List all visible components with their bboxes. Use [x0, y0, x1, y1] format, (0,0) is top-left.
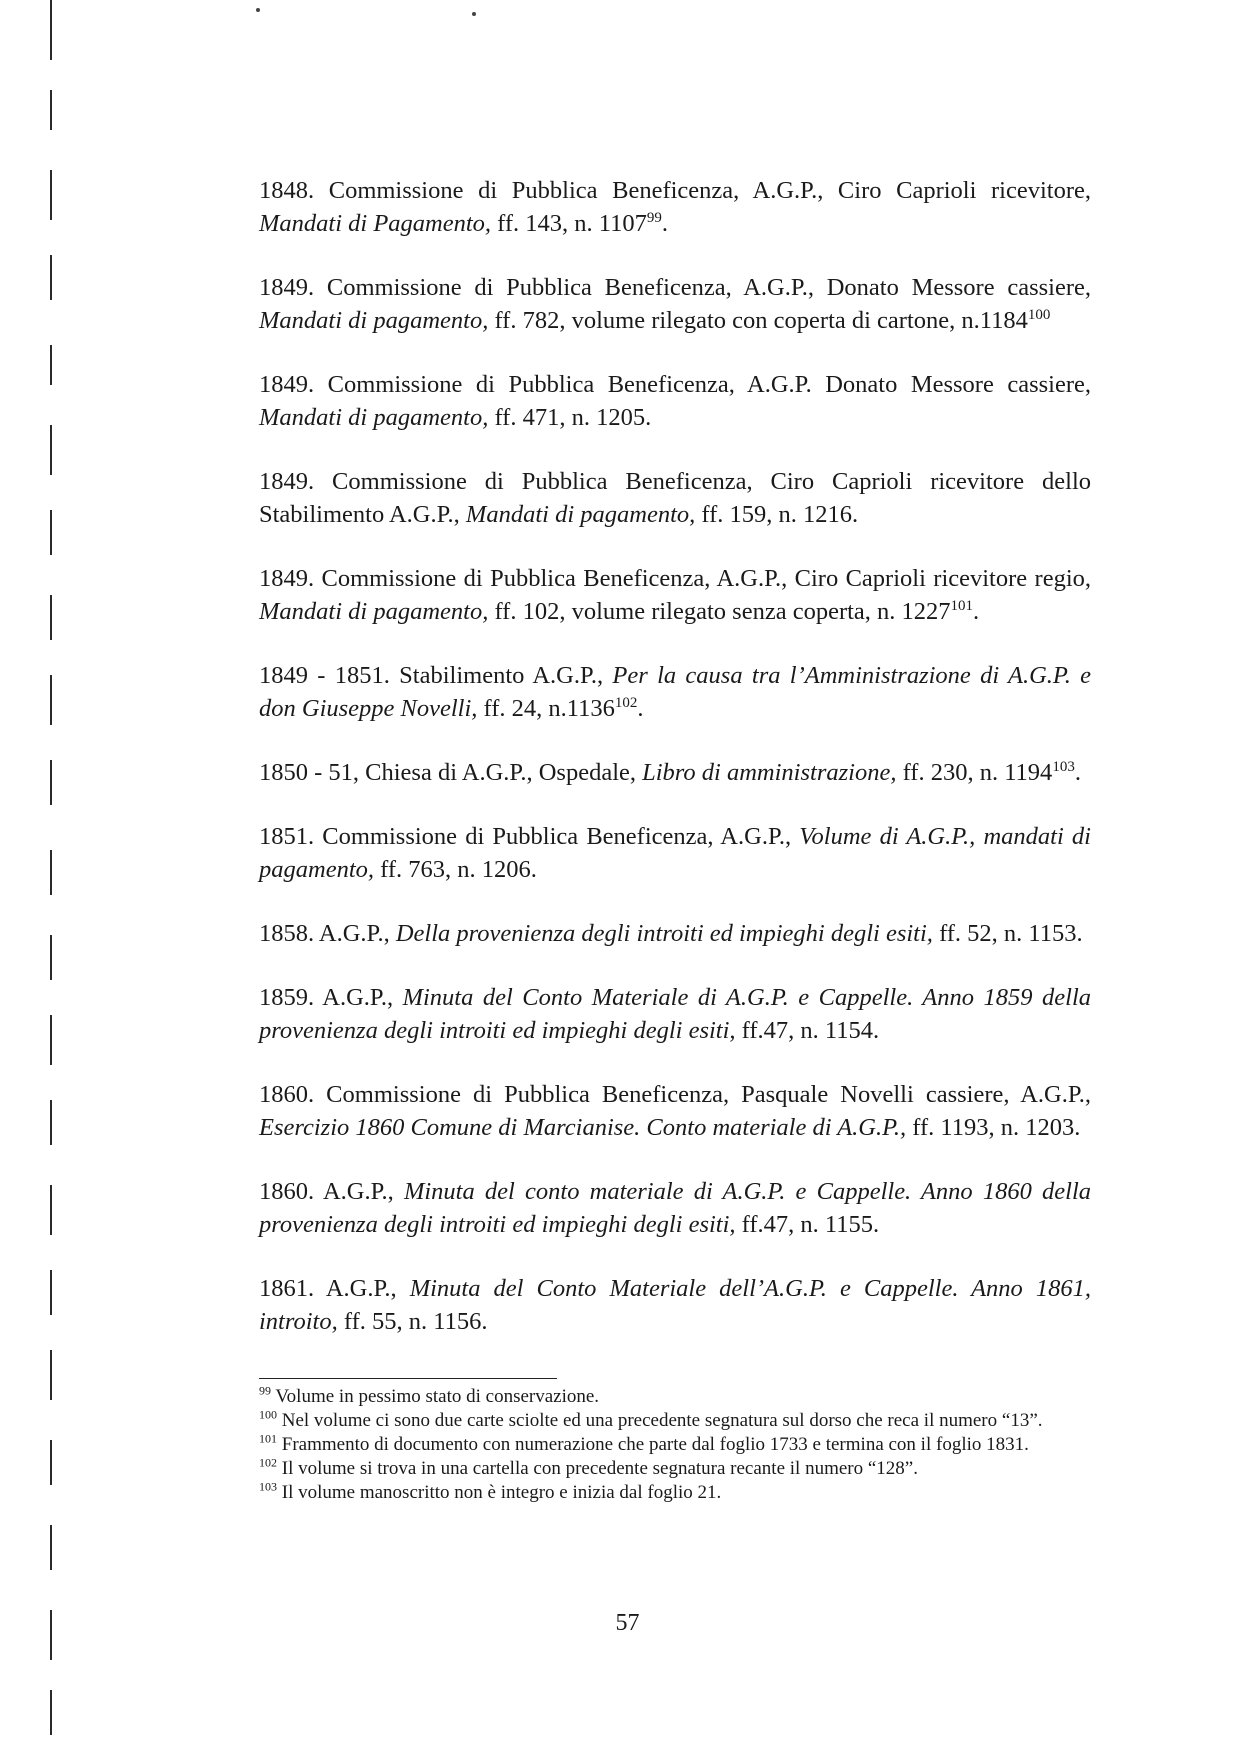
archive-entry: 1849. Commissione di Pubblica Beneficenza, A.G.P., Donato Messore cassiere, Mandati di pagamento, ff. 782, volume rilegato con coperta di cartone, n.1184$^{100}$	[259, 274, 1091, 334]
footnote-ref: 102	[614, 694, 638, 711]
scan-edge-mark	[50, 1270, 52, 1315]
scan-edge-mark	[50, 675, 52, 725]
scan-edge-mark	[50, 595, 52, 640]
footnote-separator	[259, 1378, 557, 1379]
footnote: $^{100}$ Nel volume ci sono due carte sciolte ed una precedente segnatura sul dorso che reca il numero “13”.	[259, 1407, 1043, 1431]
archive-entry: 1851. Commissione di Pubblica Beneficenza, A.G.P., Volume di A.G.P., mandati di pagamento, ff. 763, n. 1206.	[259, 823, 1091, 883]
archive-entry: 1860. A.G.P., Minuta del conto materiale di A.G.P. e Cappelle. Anno 1860 della provenienza degli introiti ed impieghi degli esiti, ff.47, n. 1155.	[259, 1178, 1092, 1238]
archive-entry: 1859. A.G.P., Minuta del Conto Materiale di A.G.P. e Cappelle. Anno 1859 della provenienza degli introiti ed impieghi degli esiti, ff.47, n. 1154.	[259, 984, 1092, 1044]
footnote: $^{99}$ Volume in pessimo stato di conservazione.	[259, 1383, 600, 1407]
archive-entry: 1849. Commissione di Pubblica Beneficenza, A.G.P. Donato Messore cassiere, Mandati di pagamento, ff. 471, n. 1205.	[259, 371, 1091, 431]
footnotes	[259, 1385, 1081, 1505]
scan-edge-mark	[50, 1185, 52, 1235]
scan-edge-mark	[50, 1690, 52, 1735]
footnote: $^{103}$ Il volume manoscritto non è integro e inizia dal foglio 21.	[259, 1479, 722, 1503]
archive-entry: 1848. Commissione di Pubblica Beneficenza, A.G.P., Ciro Caprioli ricevitore, Mandati di Pagamento, ff. 143, n. 1107$^{99}$.	[259, 177, 1091, 237]
footnote: $^{102}$ Il volume si trova in una cartella con precedente segnatura recante il numero “128”.	[259, 1455, 918, 1479]
scan-edge-mark	[50, 1015, 52, 1065]
scan-edge-mark	[50, 850, 52, 895]
scan-speck	[256, 8, 260, 12]
archive-entry: 1850 - 51, Chiesa di A.G.P., Ospedale, Libro di amministrazione, ff. 230, n. 1194$^{103}$.	[259, 758, 1081, 786]
archive-entry: 1849. Commissione di Pubblica Beneficenza, Ciro Caprioli ricevitore dello Stabilimento A.G.P., Mandati di pagamento, ff. 159, n. 1216.	[259, 468, 1091, 528]
scan-edge-mark	[50, 935, 52, 980]
scan-edge-mark	[50, 345, 52, 385]
archive-entry: 1849 - 1851. Stabilimento A.G.P., Per la causa tra l’Amministrazione di A.G.P. e don Giuseppe Novelli, ff. 24, n.1136$^{102}$.	[259, 662, 1091, 722]
scan-edge-mark	[50, 0, 52, 60]
archive-entry: 1849. Commissione di Pubblica Beneficenza, A.G.P., Ciro Caprioli ricevitore regio, Mandati di pagamento, ff. 102, volume rilegato senza coperta, n. 1227$^{101}$.	[259, 565, 1091, 625]
archive-entry: 1860. Commissione di Pubblica Beneficenza, Pasquale Novelli cassiere, A.G.P., Esercizio 1860 Comune di Marcianise. Conto materiale di A.G.P., ff. 1193, n. 1203.	[259, 1081, 1091, 1141]
entry-list	[259, 174, 1091, 1369]
scan-edge-mark	[50, 510, 52, 555]
scan-speck	[472, 12, 476, 16]
scan-edge-mark	[50, 170, 52, 220]
scan-edge-mark	[50, 90, 52, 130]
footnote: $^{101}$ Frammento di documento con numerazione che parte dal foglio 1733 e termina con il foglio 1831.	[259, 1431, 1029, 1455]
scan-edge-mark	[50, 1100, 52, 1145]
archive-entry: 1858. A.G.P., Della provenienza degli introiti ed impieghi degli esiti, ff. 52, n. 1153.	[259, 920, 1083, 947]
page-number: 57	[615, 1610, 640, 1636]
scan-edge-mark	[50, 1440, 52, 1485]
scan-edge-mark	[50, 255, 52, 300]
footnote-ref: 100	[1027, 306, 1051, 323]
scan-edge-mark	[50, 760, 52, 805]
archive-entry: 1861. A.G.P., Minuta del Conto Materiale dell’A.G.P. e Cappelle. Anno 1861, introito, ff. 55, n. 1156.	[259, 1275, 1091, 1335]
scan-edge-mark	[50, 425, 52, 475]
scan-edge-mark	[50, 1350, 52, 1400]
footnote-ref: 99	[646, 209, 662, 226]
scan-edge-mark	[50, 1525, 52, 1570]
footnote-ref: 103	[1052, 758, 1075, 775]
footnote-ref: 101	[950, 597, 974, 614]
